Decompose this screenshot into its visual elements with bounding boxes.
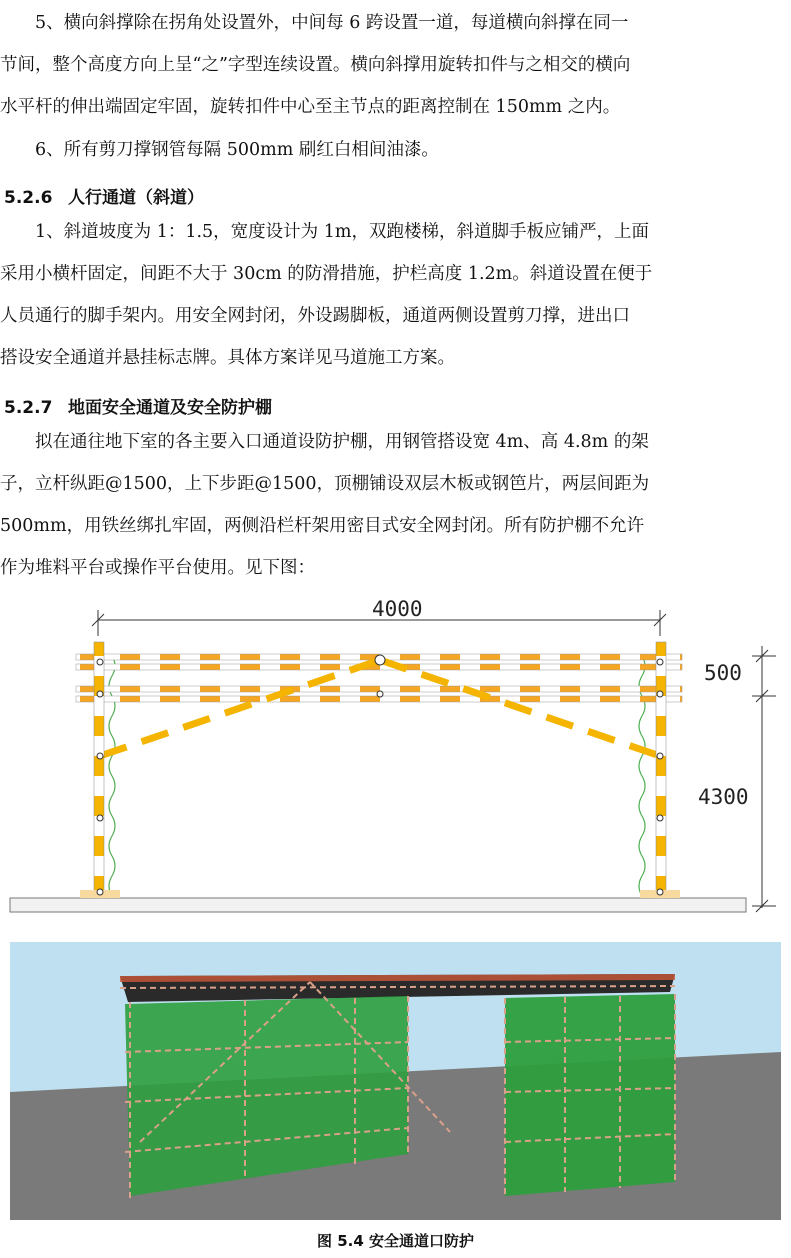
right-diagonal-brace: [380, 660, 660, 756]
coupler: [97, 659, 103, 665]
section-title: 地面安全通道及安全防护棚: [68, 398, 272, 418]
ramp-paragraph-line-2: 采用小横杆固定，间距不大于 30cm 的防滑措施，护栏高度 1.2m。斜道设置在便于: [0, 264, 653, 284]
coupler: [657, 691, 663, 697]
shed-paragraph-line-2: 子，立杆纵距@1500，上下步距@1500，顶棚铺设双层木板或钢笆片，两层间距为: [0, 474, 650, 494]
section-heading-5-2-7: [4, 396, 272, 420]
section-number: 5.2.7: [4, 398, 53, 418]
coupler: [97, 889, 103, 895]
right-green-net: [505, 994, 675, 1196]
coupler: [657, 659, 663, 665]
coupler: [97, 815, 103, 821]
paragraph-5-line-2: 节间，整个高度方向上呈“之”字型连续设置。横向斜撑用旋转扣件与之相交的横向: [0, 55, 631, 75]
left-pole: [94, 642, 104, 898]
coupler: [375, 655, 385, 665]
paragraph-5-line-1: 5、横向斜撑除在拐角处设置外，中间每 6 跨设置一道，每道横向斜撑在同一: [0, 13, 629, 33]
section-heading-5-2-6: [4, 186, 204, 210]
section-number: 5.2.6: [4, 188, 53, 208]
paragraph-5-line-3: 水平杆的伸出端固定牢固，旋转扣件中心至主节点的距离控制在 150mm 之内。: [0, 97, 621, 117]
right-pole: [656, 642, 666, 898]
figure-caption: 图 5.4 安全通道口防护: [316, 1232, 475, 1250]
ramp-paragraph-line-4: 搭设安全通道并悬挂标志牌。具体方案详见马道施工方案。: [0, 348, 455, 368]
dimension-gap-label: 500: [704, 661, 742, 685]
shed-elevation-drawing: [0, 596, 791, 926]
height-dimensions: [698, 646, 776, 912]
width-dimension: [92, 597, 666, 636]
left-diagonal-brace: [100, 660, 380, 756]
coupler: [657, 889, 663, 895]
ramp-paragraph-line-3: 人员通行的脚手架内。用安全网封闭，外设踢脚板，通道两侧设置剪刀撑，进出口: [0, 306, 630, 326]
paragraph-6: 6、所有剪刀撑钢管每隔 500mm 刷红白相间油漆。: [0, 140, 439, 160]
coupler: [97, 753, 103, 759]
coupler: [657, 815, 663, 821]
ramp-paragraph-line-1: 1、斜道坡度为 1：1.5，宽度设计为 1m，双跑楼梯，斜道脚手板应铺严，上面: [0, 222, 649, 242]
shed-paragraph-line-3: 500mm，用铁丝绑扎牢固，两侧沿栏杆架用密目式安全网封闭。所有防护棚不允许: [0, 516, 645, 536]
shed-paragraph-line-4: 作为堆料平台或操作平台使用。见下图：: [0, 558, 315, 578]
dimension-width-label: 4000: [372, 597, 423, 621]
shed-3d-render: [10, 942, 781, 1220]
coupler: [657, 753, 663, 759]
section-title: 人行通道（斜道）: [68, 188, 204, 208]
coupler: [377, 691, 383, 697]
ground-slab: [10, 898, 746, 912]
dimension-height-label: 4300: [698, 785, 749, 809]
shed-paragraph-line-1: 拟在通往地下室的各主要入口通道设防护棚，用钢管搭设宽 4m、高 4.8m 的架: [0, 432, 649, 452]
coupler: [97, 691, 103, 697]
